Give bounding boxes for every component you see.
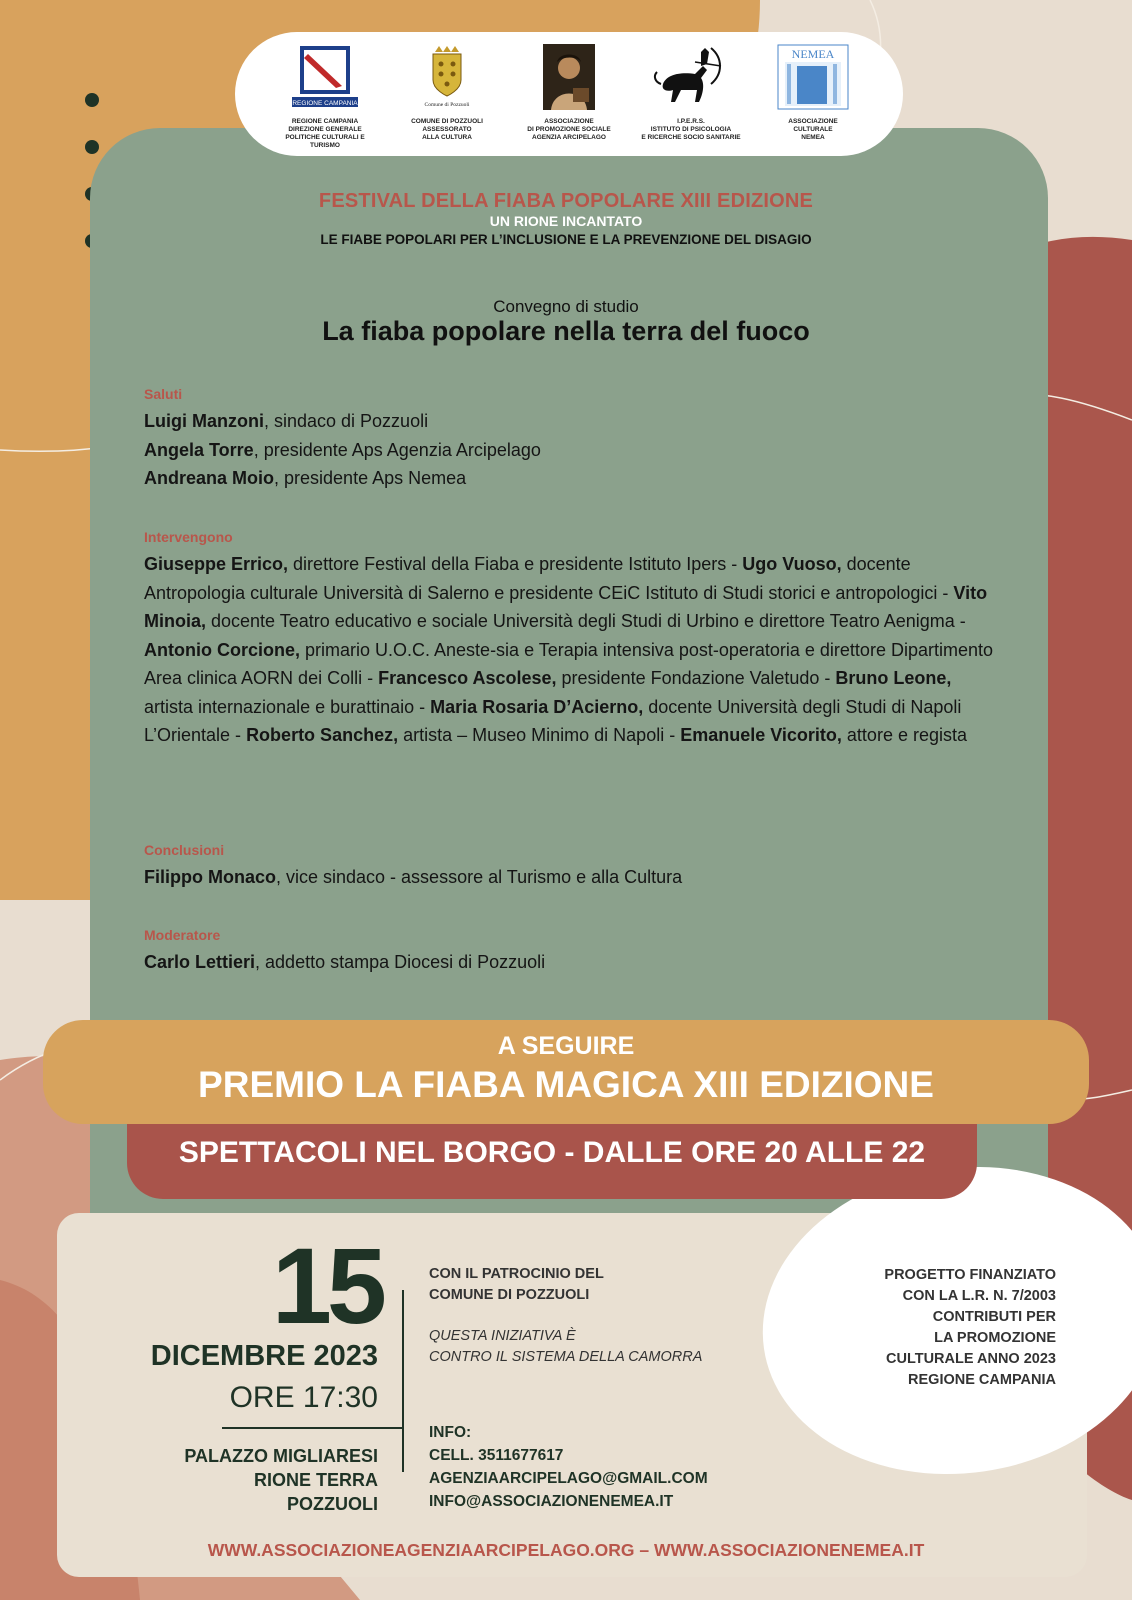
- event-place-line: RIONE TERRA: [253, 1470, 378, 1490]
- funding-text: [800, 1265, 1056, 1391]
- logo-caption: COMUNE DI POZZUOLI ASSESSORATO ALLA CULTURA: [411, 118, 483, 141]
- speaker-line: [144, 867, 682, 888]
- event-time: ORE 17:30: [229, 1381, 378, 1414]
- logo-ipers: [637, 44, 745, 142]
- logo-inner-text: NEMEA: [791, 47, 835, 61]
- funding-line: CON LA L.R. N. 7/2003: [902, 1288, 1056, 1304]
- divider-horizontal: [222, 1427, 402, 1429]
- patrocinio-line: CON IL PATROCINIO DEL: [429, 1266, 604, 1282]
- regione-campania-logo-icon: [290, 44, 360, 110]
- info-label: INFO:: [429, 1424, 472, 1441]
- event-month: DICEMBRE 2023: [150, 1340, 378, 1372]
- a-seguire-label: A SEGUIRE: [497, 1032, 635, 1060]
- logo-agenzia-arcipelago: [515, 44, 623, 142]
- speaker-role: artista internazionale e burattinaio -: [144, 696, 431, 717]
- speaker-name: Filippo Monaco: [144, 867, 276, 887]
- speaker-role: , presidente Aps Nemea: [274, 468, 467, 488]
- section-label-saluti: Saluti: [144, 386, 183, 402]
- speaker-line: [144, 411, 428, 432]
- speaker-role: primario U.O.C. Aneste-sia e Terapia intensiva post-operatoria e direttore Dipartimento Area clinica AORN dei Colli -: [144, 639, 993, 688]
- speaker-line: [144, 440, 541, 461]
- logo-regione-campania: [271, 44, 379, 150]
- speaker-role: docente Antropologia culturale Università di Salerno e presidente CEiC Istituto di Studi storici e antropologici -: [144, 554, 954, 603]
- speaker-role: , sindaco di Pozzuoli: [263, 411, 429, 431]
- festival-subtitle: UN RIONE INCANTATO: [489, 213, 643, 229]
- premio-banner: [43, 1020, 1089, 1124]
- logo-caption: ASSOCIAZIONE DI PROMOZIONE SOCIALE AGENZIA ARCIPELAGO: [527, 118, 611, 141]
- speaker-name: Andreana Moio: [144, 468, 275, 488]
- speaker-name: Antonio Corcione,: [144, 639, 300, 660]
- speaker-role: direttore Festival della Fiaba e presidente Istituto Ipers -: [288, 554, 743, 574]
- speaker-name: Maria Rosaria D’Acierno,: [430, 696, 644, 717]
- speakers-paragraph: [144, 550, 994, 750]
- logo-caption: ASSOCIAZIONE CULTURALE NEMEA: [788, 118, 838, 141]
- logo-inner-text: Comune di Pozzuoli: [424, 102, 470, 108]
- spettacoli-banner: SPETTACOLI NEL BORGO - DALLE ORE 20 ALLE 22: [127, 1124, 977, 1199]
- logo-comune-pozzuoli: [393, 44, 501, 142]
- section-label-intervengono: Intervengono: [144, 529, 233, 545]
- speaker-line: [144, 952, 545, 973]
- logo-caption: I.P.E.R.S. ISTITUTO DI PSICOLOGIA E RICERCHE SOCIO SANITARIE: [641, 118, 741, 141]
- event-place-line: PALAZZO MIGLIARESI: [184, 1446, 378, 1466]
- speaker-role: artista – Museo Minimo di Napoli -: [398, 725, 681, 745]
- speaker-name: Bruno Leone,: [835, 668, 952, 688]
- nemea-temple-icon: [777, 44, 849, 110]
- speaker-line: [144, 468, 466, 489]
- funding-line: REGIONE CAMPANIA: [908, 1372, 1056, 1388]
- speaker-name: Giuseppe Errico,: [144, 554, 289, 574]
- speaker-name: Ugo Vuoso,: [742, 554, 842, 574]
- festival-title: FESTIVAL DELLA FIABA POPOLARE XIII EDIZIONE: [318, 190, 814, 212]
- event-day: 15: [271, 1225, 382, 1346]
- spettacoli-banner-text: [127, 1124, 977, 1199]
- funding-line: PROGETTO FINANZIATO: [884, 1267, 1056, 1283]
- logo-inner-text: REGIONE CAMPANIA: [292, 100, 358, 107]
- speaker-role: , addetto stampa Diocesi di Pozzuoli: [255, 952, 546, 972]
- speaker-role: , vice sindaco - assessore al Turismo e alla Cultura: [276, 867, 683, 887]
- convegno-title: La fiaba popolare nella terra del fuoco: [322, 316, 810, 346]
- patrocinio-line: COMUNE DI POZZUOLI: [429, 1287, 590, 1303]
- funding-line: LA PROMOZIONE: [934, 1330, 1056, 1346]
- event-place-line: POZZUOLI: [287, 1494, 378, 1514]
- section-label-moderatore: Moderatore: [144, 927, 221, 943]
- speaker-role: , presidente Aps Agenzia Arcipelago: [253, 440, 541, 460]
- speaker-role: attore e regista: [841, 725, 967, 745]
- info-email-arcipelago[interactable]: AGENZIAARCIPELAGO@GMAIL.COM: [429, 1470, 708, 1487]
- festival-tagline: LE FIABE POPOLARI PER L’INCLUSIONE E LA PREVENZIONE DEL DISAGIO: [320, 232, 812, 247]
- divider-vertical: [402, 1290, 404, 1472]
- speaker-name: Vito Minoia,: [144, 582, 988, 631]
- camorra-line: CONTRO IL SISTEMA DELLA CAMORRA: [429, 1349, 703, 1365]
- speaker-name: Angela Torre: [144, 440, 254, 460]
- speaker-name: Carlo Lettieri: [144, 952, 256, 972]
- camorra-line: QUESTA INIZIATIVA È: [429, 1328, 576, 1344]
- speaker-name: Luigi Manzoni: [144, 411, 264, 431]
- speaker-role: docente Università degli Studi di Napoli L’Orientale -: [144, 696, 962, 745]
- speaker-role: presidente Fondazione Valetudo -: [556, 668, 836, 688]
- logo-caption: REGIONE CAMPANIA DIREZIONE GENERALE POLITICHE CULTURALI E TURISMO: [285, 118, 365, 149]
- bullet-dot: [85, 93, 99, 107]
- logo-nemea: [759, 44, 867, 142]
- speaker-role: docente Teatro educativo e sociale Università degli Studi di Urbino e direttore Teatro Aenigma -: [206, 611, 966, 631]
- painting-portrait-icon: [543, 44, 595, 110]
- speaker-name: Roberto Sanchez,: [246, 725, 399, 745]
- speaker-name: Emanuele Vicorito,: [680, 725, 842, 745]
- premio-title: PREMIO LA FIABA MAGICA XIII EDIZIONE: [198, 1064, 934, 1105]
- info-email-nemea[interactable]: INFO@ASSOCIAZIONENEMEA.IT: [429, 1493, 674, 1510]
- convegno-label: Convegno di studio: [493, 297, 639, 316]
- funding-line: CONTRIBUTI PER: [932, 1309, 1056, 1325]
- section-label-conclusioni: Conclusioni: [144, 842, 225, 858]
- speaker-name: Francesco Ascolese,: [378, 668, 557, 688]
- websites-link[interactable]: WWW.ASSOCIAZIONEAGENZIAARCIPELAGO.ORG – WWW.ASSOCIAZIONENEMEA.IT: [207, 1540, 925, 1560]
- info-phone[interactable]: CELL. 3511677617: [429, 1447, 564, 1464]
- sponsor-logo-bar: [235, 32, 903, 156]
- centaur-archer-icon: [651, 44, 731, 110]
- bullet-dot: [85, 140, 99, 154]
- pozzuoli-coat-of-arms-icon: [417, 44, 477, 110]
- funding-line: CULTURALE ANNO 2023: [886, 1351, 1056, 1367]
